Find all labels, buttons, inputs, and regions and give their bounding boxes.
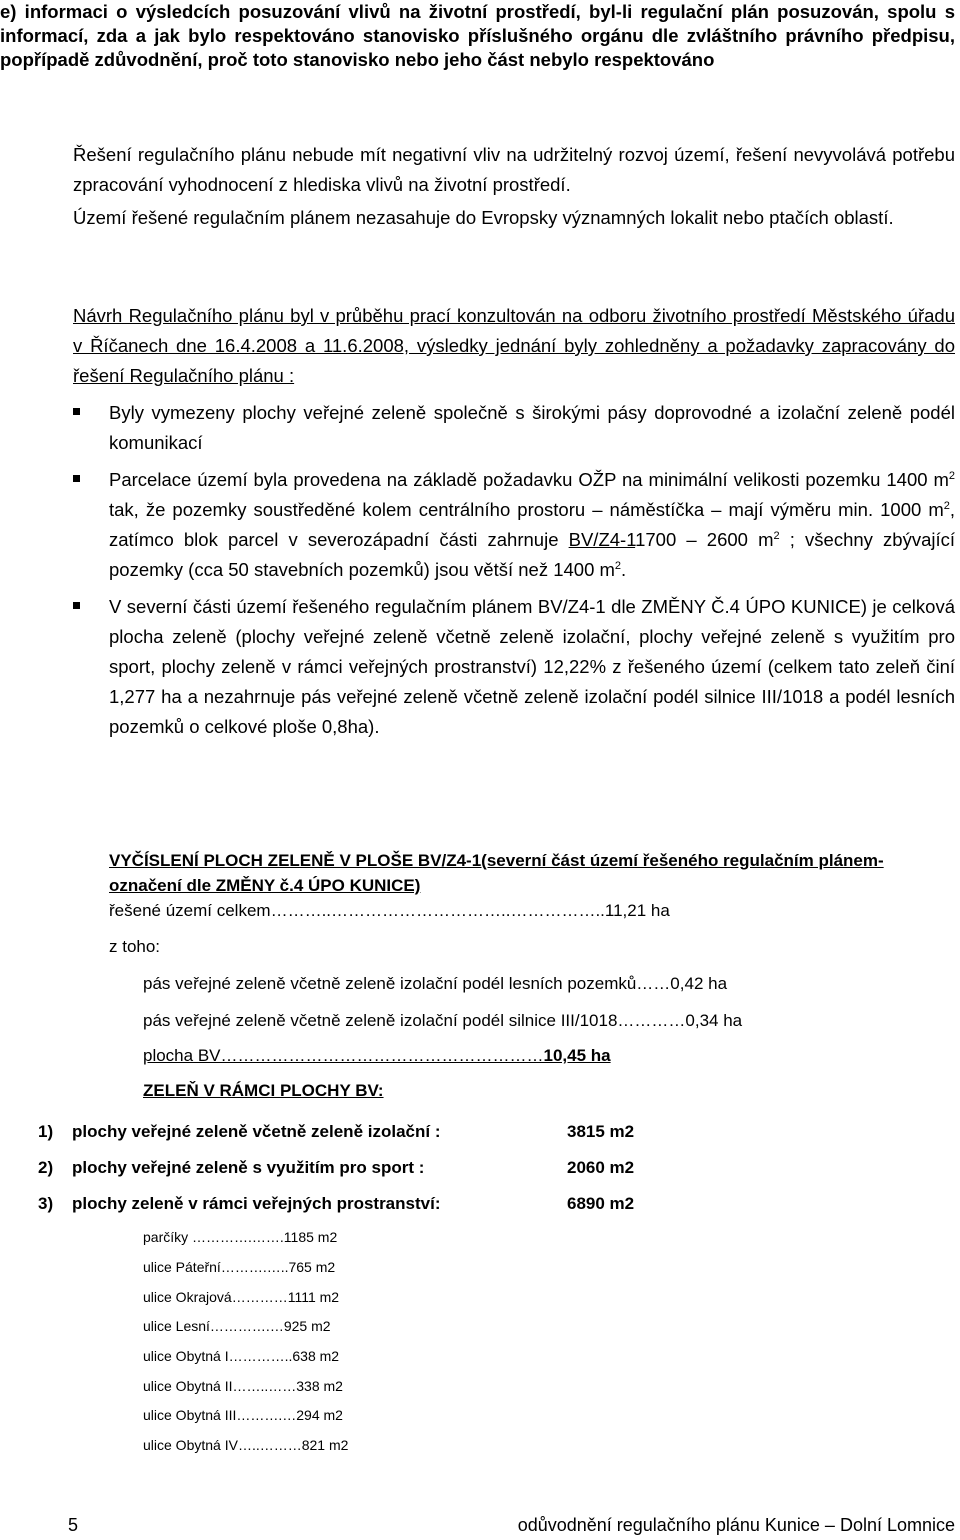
list-item: ulice Obytná IV…..………821 m2	[143, 1437, 349, 1453]
list-item: ulice Obytná I…………..638 m2	[143, 1348, 340, 1364]
page-number: 5	[68, 1515, 79, 1535]
list-item-text: V severní části území řešeného regulačním plánem BV/Z4-1 dle ZMĚNY Č.4 ÚPO KUNICE) je celková plocha zeleně (plochy veřejné zeleně včetně zeleně izolační, plochy veřejné zeleně s využitím pro sport, plochy zeleně v rámci veřejných prostranství) 12,22% z řešeného území (celkem tato zeleň činí 1,277 ha a nezahrnuje pás veřejné zeleně včetně zeleně izolační podél silnice III/1018 a podél lesních pozemků o celkové ploše 0,8ha).	[109, 596, 955, 737]
plot-code: BV/Z4-1	[568, 529, 636, 550]
list-item	[73, 465, 955, 585]
list-item: ulice Obytná II……..……338 m2	[143, 1378, 343, 1394]
calculation-title: VYČÍSLENÍ PLOCH ZELENĚ V PLOŠE BV/Z4-1(severní část území řešeného regulačním plánem- označení dle ZMĚNY č.4 ÚPO KUNICE)	[109, 851, 884, 895]
footer-text: odůvodnění regulačního plánu Kunice – Dolní Lomnice	[517, 1515, 955, 1535]
paragraph-natura: Území řešené regulačním plánem nezasahuje do Evropsky významných lokalit nebo ptačích oblastí.	[73, 207, 894, 228]
total-area-line: řešené území celkem………..…………………………..……………..11,21 ha	[109, 901, 670, 920]
paragraph-consultation: Návrh Regulačního plánu byl v průběhu prací konzultován na odboru životního prostředí Městského úřadu v Říčanech dne 16.4.2008 a 11.6.2008, výsledky jednání byly zohledněny a požadavky zapracovány do řešení Regulačního plánu :	[73, 305, 955, 386]
bullet-square-icon	[73, 475, 80, 482]
bv-area-line: plocha BV…………………………………………………10,45 ha	[143, 1046, 611, 1065]
strip-road-line: pás veřejné zeleně včetně zeleně izolační podél silnice III/1018…………0,34 ha	[143, 1011, 743, 1030]
green-heading: ZELEŇ V RÁMCI PLOCHY BV:	[143, 1081, 384, 1100]
list-item: ulice Lesní………….…925 m2	[143, 1318, 331, 1334]
list-item	[73, 398, 955, 458]
of-which-label: z toho:	[109, 937, 161, 956]
strip-forest-line: pás veřejné zeleně včetně zeleně izolační podél lesních pozemků……0,42 ha	[143, 974, 728, 993]
list-item: ulice Obytná III……….…294 m2	[143, 1407, 343, 1423]
list-item: ulice Okrajová…………1111 m2	[143, 1289, 340, 1305]
paragraph-impact: Řešení regulačního plánu nebude mít negativní vliv na udržitelný rozvoj území, řešení nevyvolává potřebu zpracování vyhodnocení z hlediska vlivů na životní prostředí.	[73, 144, 955, 195]
list-item: parčíky ………….…….1185 m2	[143, 1229, 338, 1245]
bullet-square-icon	[73, 408, 80, 415]
list-item-text: Byly vymezeny plochy veřejné zeleně společně s širokými pásy doprovodné a izolační zeleně podél komunikací	[109, 402, 955, 453]
requirements-list	[73, 398, 955, 749]
section-heading: e) informaci o výsledcích posuzování vlivů na životní prostředí, byl-li regulační plán posuzován, spolu s informací, zda a jak bylo respektováno stanovisko příslušného orgánu dle zvláštního právního předpisu, popřípadě zdůvodnění, proč toto stanovisko nebo jeho část nebylo respektováno	[0, 1, 955, 70]
bullet-square-icon	[73, 602, 80, 609]
list-item-text: Parcelace území byla provedena na základě požadavku OŽP na minimální velikosti pozemku 1400 $m^2$ tak, že pozemky soustředěné kolem centrálního prostoru – náměstíčka – mají výměru min. 1000 $m^2$, zatímco blok parcel v severozápadní části zahrnuje BV/Z4-11700 – 2600 $m^2$ ; všechny zbývající pozemky (cca 50 stavebních pozemků) jsou větší než 1400 $m^2$.	[109, 469, 956, 580]
list-item	[73, 592, 955, 742]
list-item: ulice Páteřní……….…..765 m2	[143, 1259, 336, 1275]
